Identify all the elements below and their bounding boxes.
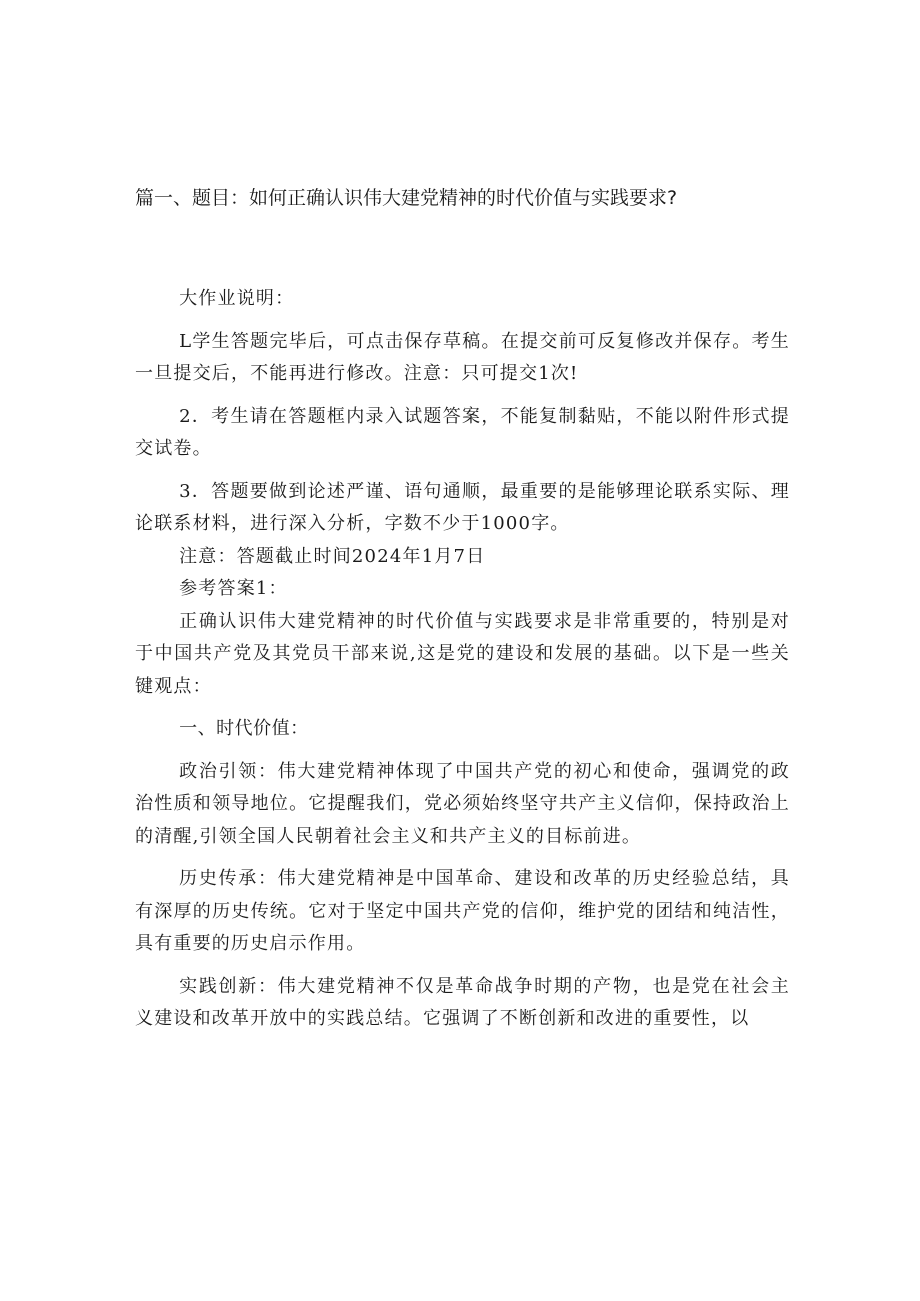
instruction-item-1: L学生答题完毕后，可点击保存草稿。在提交前可反复修改并保存。考生一旦提交后，不能再进行修改。注意：只可提交1次!: [135, 330, 790, 384]
paragraph-political: 政治引领：伟大建党精神体现了中国共产党的初心和使命，强调党的政治性质和领导地位。它提醒我们，党必须始终坚守共产主义信仰，保持政治上的清醒,引领全国人民朝着社会主义和共产主义的目标前进。: [135, 760, 790, 847]
intro-paragraph: 正确认识伟大建党精神的时代价值与实践要求是非常重要的，特别是对于中国共产党及其党员干部来说,这是党的建设和发展的基础。以下是一些关键观点：: [135, 610, 790, 697]
section-heading: 一、时代价值：: [179, 718, 309, 739]
instruction-item-2: 2．考生请在答题框内录入试题答案，不能复制黏贴，不能以附件形式提交试卷。: [135, 405, 790, 459]
reference-answer-label: 参考答案1：: [179, 578, 288, 599]
instructions-heading: 大作业说明：: [179, 288, 295, 309]
instruction-item-3: 3．答题要做到论述严谨、语句通顺，最重要的是能够理论联系实际、理论联系材料，进行深入分析，字数不少于1000字。: [135, 480, 790, 534]
paragraph-practice: 实践创新：伟大建党精神不仅是革命战争时期的产物，也是党在社会主义建设和改革开放中的实践总结。它强调了不断创新和改进的重要性，以: [135, 975, 790, 1029]
deadline-note: 注意：答题截止时间2024年1月7日: [179, 545, 486, 567]
paragraph-history: 历史传承：伟大建党精神是中国革命、建设和改革的历史经验总结，具有深厚的历史传统。它对于坚定中国共产党的信仰，维护党的团结和纯洁性，具有重要的历史启示作用。: [135, 868, 790, 954]
document-title: 篇一、题目：如何正确认识伟大建党精神的时代价值与实践要求?: [135, 187, 678, 209]
document-body: [135, 283, 790, 1036]
